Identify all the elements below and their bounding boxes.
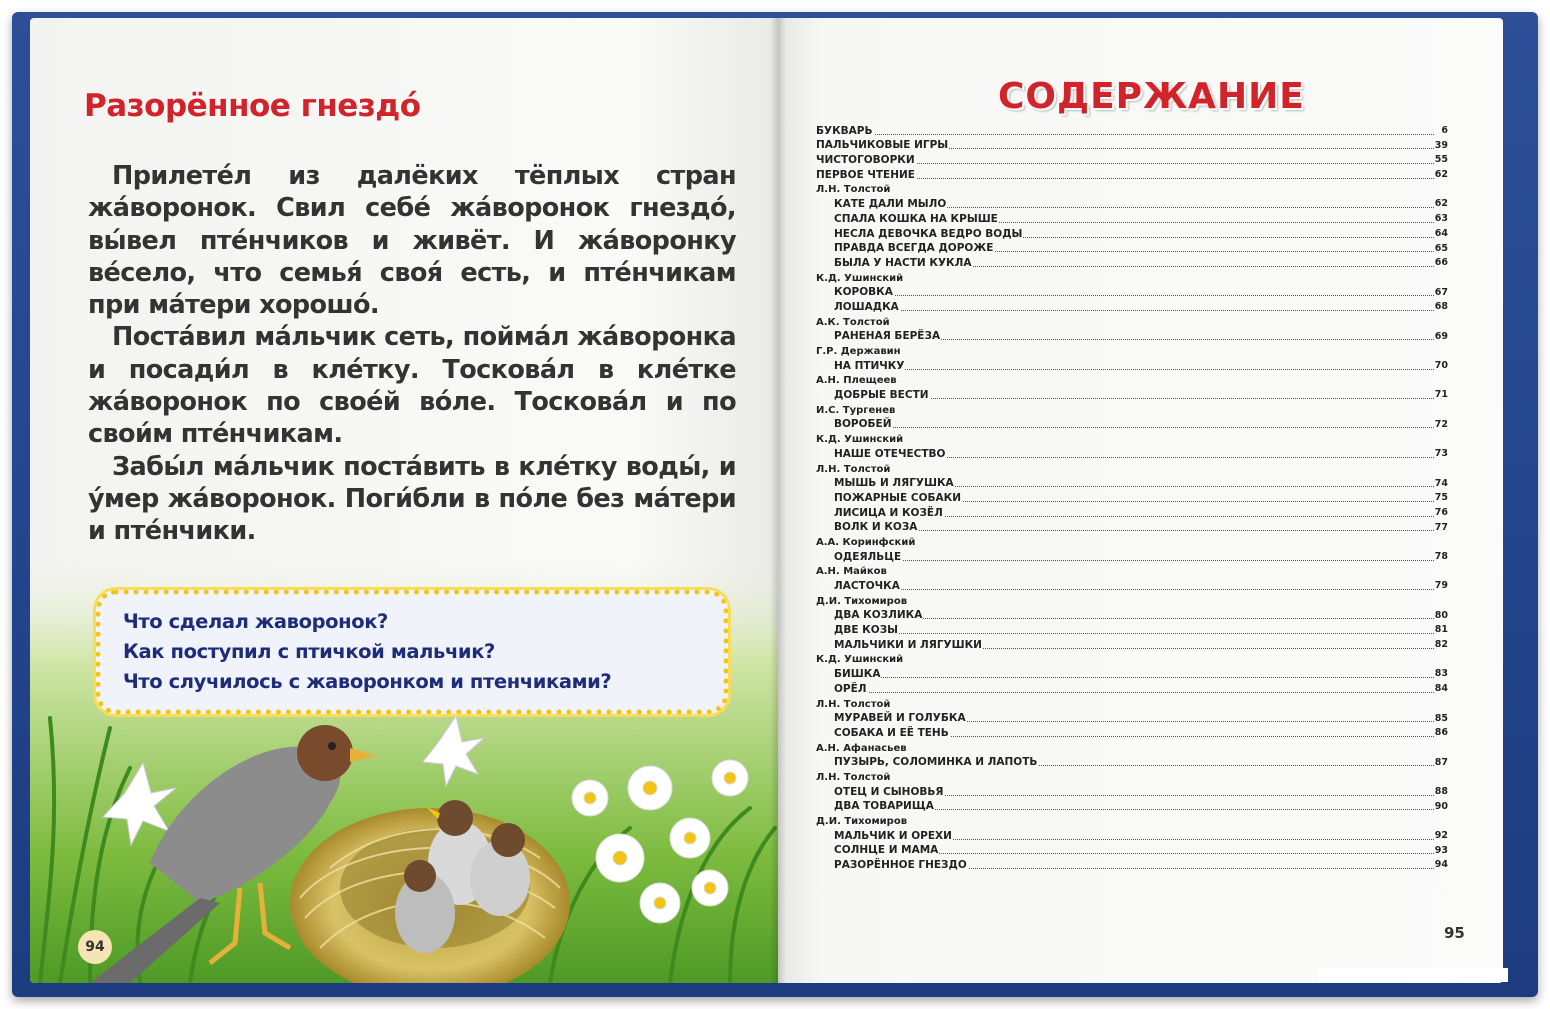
toc-page-number: 92 xyxy=(1434,830,1448,841)
toc-page-number: 75 xyxy=(1434,492,1448,504)
toc-label: А.Н. Майков xyxy=(816,566,887,578)
toc-label: Г.Р. Державин xyxy=(816,346,901,357)
toc-author xyxy=(816,739,1448,754)
toc-page-number: 65 xyxy=(1434,242,1448,254)
toc-author xyxy=(816,430,1448,445)
toc-entry xyxy=(816,798,1448,813)
page-number: 94 xyxy=(78,930,112,964)
toc-label: Л.Н. Толстой xyxy=(816,771,891,783)
toc-leader-dots xyxy=(834,560,1434,561)
toc-entry xyxy=(816,416,1448,431)
toc-entry xyxy=(816,151,1448,166)
toc-page-number: 76 xyxy=(1434,506,1448,518)
toc-label: К.Д. Ушинский xyxy=(816,434,904,446)
story-text xyxy=(88,160,736,548)
toc-entry xyxy=(816,137,1448,152)
toc-label: ЛОШАДКА xyxy=(834,300,899,313)
toc-page-number: 80 xyxy=(1434,609,1448,621)
toc-entry xyxy=(816,210,1448,225)
toc-page-number: 83 xyxy=(1434,668,1448,680)
toc-label: МАЛЬЧИК И ОРЕХИ xyxy=(834,829,952,842)
toc-entry xyxy=(816,195,1448,210)
toc-page-number: 79 xyxy=(1434,580,1448,592)
toc-label: К.Д. Ушинский xyxy=(816,272,904,284)
toc-leader-dots xyxy=(834,692,1434,693)
toc-entry xyxy=(816,254,1448,269)
toc-author xyxy=(816,812,1448,827)
toc-page-number: 74 xyxy=(1434,477,1448,489)
toc-entry xyxy=(816,842,1448,857)
toc-entry xyxy=(816,122,1448,137)
toc-label: КОРОВКА xyxy=(834,286,893,299)
toc-label: ДВА КОЗЛИКА xyxy=(834,609,923,622)
toc-label: МАЛЬЧИКИ И ЛЯГУШКИ xyxy=(834,638,982,651)
toc-label: Д.И. Тихомиров xyxy=(816,816,908,827)
toc-author xyxy=(816,181,1448,196)
toc-leader-dots xyxy=(834,618,1434,619)
toc-label: МУРАВЕЙ И ГОЛУБКА xyxy=(834,712,966,725)
toc-page-number: 82 xyxy=(1434,639,1448,651)
toc-label: Л.Н. Толстой xyxy=(816,463,891,475)
toc-entry xyxy=(816,577,1448,592)
toc-author xyxy=(816,695,1448,710)
toc-label: СОЛНЦЕ И МАМА xyxy=(834,844,939,857)
story-paragraph: Прилете́л из далёких тёплых стран жа́воронок. Свил себе́ жа́воронок гнездо́, вы́вел пте́нчиков и живёт. И жа́воронку ве́село, что семья́ своя́ есть, и пте́нчикам при ма́тери хорошо́. xyxy=(88,161,736,321)
toc-entry xyxy=(816,680,1448,695)
toc-author xyxy=(816,533,1448,548)
toc-label: А.Н. Афанасьев xyxy=(816,742,907,754)
toc-page-number: 71 xyxy=(1434,389,1448,401)
toc-page-number: 67 xyxy=(1434,286,1448,298)
toc-label: НЕСЛА ДЕВОЧКА ВЕДРО ВОДЫ xyxy=(834,227,1023,240)
toc-label: А.А. Коринфский xyxy=(816,536,916,548)
toc-entry xyxy=(816,475,1448,490)
toc-author xyxy=(816,342,1448,357)
toc-entry xyxy=(816,636,1448,651)
toc-page-number: 62 xyxy=(1434,169,1448,181)
toc-author xyxy=(816,592,1448,607)
toc-entry xyxy=(816,445,1448,460)
story-paragraph: Поста́вил ма́льчик сеть, пойма́л жа́воронка и посади́л в кле́тку. Тоскова́л в кле́тке жа́воронок по свое́й во́ле. Тоскова́л и по свои́м пте́нчикам. xyxy=(88,322,736,450)
toc-author xyxy=(816,768,1448,783)
toc-page-number: 94 xyxy=(1434,859,1448,871)
toc-page-number: 63 xyxy=(1434,213,1448,225)
toc-entry xyxy=(816,621,1448,636)
toc-entry xyxy=(816,504,1448,519)
book-gutter xyxy=(770,18,786,983)
toc-entry xyxy=(816,856,1448,871)
toc-entry xyxy=(816,724,1448,739)
toc-label: БУКВАРЬ xyxy=(816,124,873,137)
toc-label: ПЕРВОЕ ЧТЕНИЕ xyxy=(816,168,915,181)
toc-label: ОРЁЛ xyxy=(834,682,867,695)
story-title: Разорённое гнездо́ xyxy=(84,88,421,124)
toc-leader-dots xyxy=(834,310,1434,311)
toc-page-number: 85 xyxy=(1434,712,1448,724)
toc-page-number: 84 xyxy=(1434,683,1448,695)
toc-page-number: 93 xyxy=(1434,844,1448,856)
toc-label: К.Д. Ушинский xyxy=(816,654,904,666)
toc-entry xyxy=(816,548,1448,563)
toc-entry xyxy=(816,357,1448,372)
toc-label: БЫЛА У НАСТИ КУКЛА xyxy=(834,256,972,269)
toc-label: РАНЕНАЯ БЕРЁЗА xyxy=(834,330,941,343)
page-number: 95 xyxy=(1444,924,1465,942)
toc-entry xyxy=(816,754,1448,769)
toc-leader-dots xyxy=(816,134,1434,135)
toc-leader-dots xyxy=(834,427,1434,428)
toc-label: Л.Н. Толстой xyxy=(816,184,891,196)
toc-label: А.К. Толстой xyxy=(816,316,890,328)
toc-author xyxy=(816,313,1448,328)
toc-page-number: 86 xyxy=(1434,727,1448,739)
toc-entry xyxy=(816,607,1448,622)
toc-page-number: 66 xyxy=(1434,257,1448,269)
toc-entry xyxy=(816,284,1448,299)
toc-label: НА ПТИЧКУ xyxy=(834,359,905,372)
toc-page-number: 73 xyxy=(1434,448,1448,460)
toc-label: БИШКА xyxy=(834,668,881,681)
toc-label: РАЗОРЁННОЕ ГНЕЗДО xyxy=(834,859,967,872)
toc-author xyxy=(816,401,1448,416)
question-line: Что случилось с жаворонком и птенчиками? xyxy=(123,670,612,693)
toc-label: ПОЖАРНЫЕ СОБАКИ xyxy=(834,491,962,504)
toc-entry xyxy=(816,386,1448,401)
toc-label: ПУЗЫРЬ, СОЛОМИНКА И ЛАПОТЬ xyxy=(834,756,1038,769)
toc-page-number: 68 xyxy=(1434,301,1448,313)
toc-entry xyxy=(816,298,1448,313)
toc-label: КАТЕ ДАЛИ МЫЛО xyxy=(834,198,947,211)
toc-entry xyxy=(816,519,1448,534)
toc-leader-dots xyxy=(834,677,1434,678)
toc-label: МЫШЬ И ЛЯГУШКА xyxy=(834,477,954,490)
toc-label: ПРАВДА ВСЕГДА ДОРОЖЕ xyxy=(834,242,994,255)
toc-page-number: 77 xyxy=(1434,521,1448,533)
questions-box xyxy=(96,590,728,714)
toc-leader-dots xyxy=(834,295,1434,296)
toc-entry xyxy=(816,328,1448,343)
toc-author xyxy=(816,563,1448,578)
toc-label: Л.Н. Толстой xyxy=(816,698,891,710)
toc-entry xyxy=(816,665,1448,680)
toc-page-number: 81 xyxy=(1434,624,1448,636)
toc-label: Д.И. Тихомиров xyxy=(816,595,908,607)
toc-label: ВОЛК И КОЗА xyxy=(834,521,918,534)
toc-label: ВОРОБЕЙ xyxy=(834,418,892,431)
toc-page-number: 72 xyxy=(1434,418,1448,430)
toc-label: ЛИСИЦА И КОЗЁЛ xyxy=(834,506,943,519)
toc-page-number: 87 xyxy=(1434,756,1448,768)
toc-entry xyxy=(816,710,1448,725)
toc-page-number: 88 xyxy=(1434,785,1448,797)
toc-page-number: 62 xyxy=(1434,198,1448,210)
toc-label: СПАЛА КОШКА НА КРЫШЕ xyxy=(834,212,998,225)
right-page xyxy=(778,18,1503,983)
toc-label: ДВЕ КОЗЫ xyxy=(834,624,899,637)
page-edge xyxy=(1318,968,1508,982)
toc-page-number: 90 xyxy=(1434,800,1448,812)
toc-page-number: 70 xyxy=(1434,360,1448,371)
toc-entry xyxy=(816,827,1448,842)
toc-author xyxy=(816,269,1448,284)
toc-page-number: 39 xyxy=(1434,139,1448,151)
toc-label: СОБАКА И ЕЁ ТЕНЬ xyxy=(834,726,949,739)
toc-entry xyxy=(816,783,1448,798)
toc-leader-dots xyxy=(834,369,1434,370)
toc-author xyxy=(816,651,1448,666)
toc-page-number: 55 xyxy=(1434,154,1448,166)
toc-label: А.Н. Плещеев xyxy=(816,375,897,387)
toc-label: ЧИСТОГОВОРКИ xyxy=(816,154,915,167)
story-paragraph: Забы́л ма́льчик поста́вить в кле́тку воды́, и у́мер жа́воронок. Поги́бли в по́ле без ма́тери и пте́нчики. xyxy=(88,451,736,547)
toc-label: ДВА ТОВАРИЩА xyxy=(834,800,934,813)
toc-entry xyxy=(816,240,1448,255)
toc-entry xyxy=(816,489,1448,504)
toc-page-number: 78 xyxy=(1434,550,1448,562)
question-line: Как поступил с птичкой мальчик? xyxy=(123,640,495,663)
toc-leader-dots xyxy=(834,589,1434,590)
toc-page-number: 69 xyxy=(1434,330,1448,342)
toc-leader-dots xyxy=(834,633,1434,634)
toc-label: ПАЛЬЧИКОВЫЕ ИГРЫ xyxy=(816,139,949,152)
toc-label: ОТЕЦ И СЫНОВЬЯ xyxy=(834,785,944,798)
toc-page-number: 6 xyxy=(1441,125,1448,136)
toc-leader-dots xyxy=(834,530,1434,531)
toc-page-number: 64 xyxy=(1434,227,1448,239)
question-line: Что сделал жаворонок? xyxy=(123,610,388,633)
table-of-contents xyxy=(816,122,1448,871)
toc-label: ЛАСТОЧКА xyxy=(834,580,900,592)
toc-author xyxy=(816,460,1448,475)
toc-author xyxy=(816,372,1448,387)
left-page xyxy=(30,18,780,983)
toc-label: ОДЕЯЛЬЦЕ xyxy=(834,550,902,563)
toc-label: И.С. Тургенев xyxy=(816,404,896,416)
toc-entry xyxy=(816,225,1448,240)
toc-label: ДОБРЫЕ ВЕСТИ xyxy=(834,389,929,402)
toc-title: СОДЕРЖАНИЕ xyxy=(998,76,1305,117)
toc-entry xyxy=(816,166,1448,181)
toc-label: НАШЕ ОТЕЧЕСТВО xyxy=(834,447,946,460)
